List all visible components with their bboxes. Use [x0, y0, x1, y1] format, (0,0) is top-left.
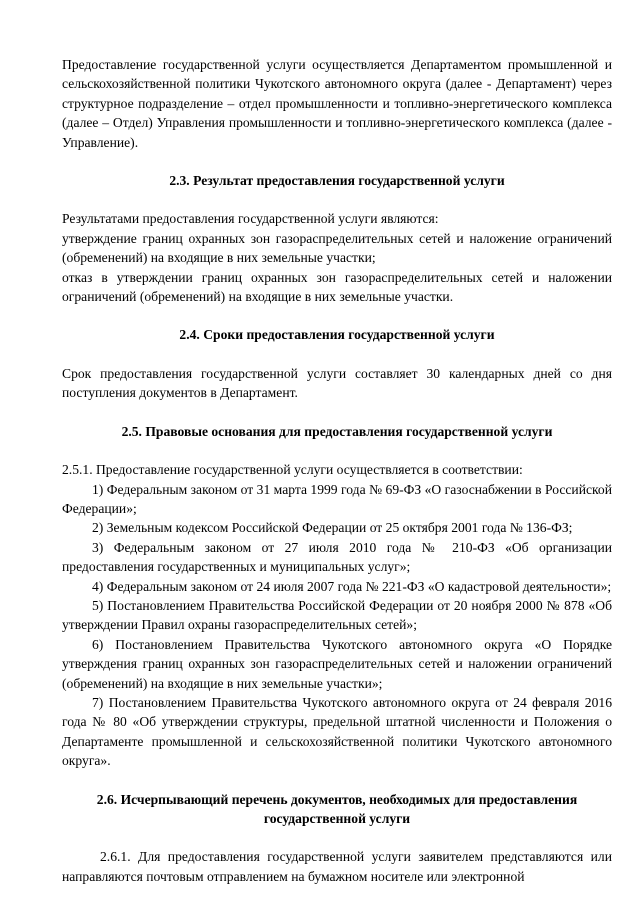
intro-paragraph: Предоставление государственной услуги осуществляется Департаментом промышленной и сельскохозяйственной политики Чукотского автономного округа (далее - Департамент) через структурное подразделение – отдел промышленности и топливно-энергетического комплекса (далее – Отдел) Управления промышленности и топливно-энергетического комплекса (далее - Управление).	[62, 57, 612, 150]
section-heading-2-6	[62, 790, 612, 829]
s23-paragraph-2: утверждение границ охранных зон газораспределительных сетей и наложение ограничений (обременений) на входящие в них земельные участки;	[62, 230, 612, 266]
section-heading-2-4: 2.4. Сроки предоставления государственной услуги	[179, 327, 495, 343]
section-heading-2-6-line-2: государственной услуги	[263, 811, 411, 826]
s25-list-item-1: 1) Федеральным законом от 31 марта 1999 года № 69-ФЗ «О газоснабжении в Российской Федерации»;	[62, 481, 612, 516]
s23-paragraph-1: Результатами предоставления государственной услуги являются:	[62, 211, 439, 227]
s24-paragraph-1: Срок предоставления государственной услуги составляет 30 календарных дней со дня поступления документов в Департамент.	[62, 365, 612, 401]
section-heading-2-3: 2.3. Результат предоставления государственной услуги	[169, 173, 505, 189]
document-body	[62, 55, 612, 886]
section-heading-2-5: 2.5. Правовые основания для предоставления государственной услуги	[121, 423, 553, 439]
s26-paragraph-1: 2.6.1. Для предоставления государственной услуги заявителем представляются или направляются почтовым отправлением на бумажном носителе или электронной	[62, 849, 612, 884]
s25-list-item-2: 2) Земельным кодексом Российской Федерации от 25 октября 2001 года № 136-ФЗ;	[92, 520, 573, 536]
s25-list-item-5: 5) Постановлением Правительства Российской Федерации от 20 ноября 2000 № 878 «Об утверждении Правил охраны газораспределительных сетей»;	[62, 597, 612, 633]
s25-list-item-4: 4) Федеральным законом от 24 июля 2007 года № 221-ФЗ «О кадастровой деятельности»;	[92, 578, 612, 594]
s23-paragraph-3: отказ в утверждении границ охранных зон газораспределительных сетей и наложении ограничений (обременений) на входящие в них земельные участки.	[62, 269, 612, 305]
s25-list-item-3: 3) Федеральным законом от 27 июля 2010 года № 210-ФЗ «Об организации предоставления государственных и муниципальных услуг»;	[62, 539, 612, 575]
s25-paragraph-intro: 2.5.1. Предоставление государственной услуги осуществляется в соответствии:	[62, 462, 523, 478]
s25-list-item-6: 6) Постановлением Правительства Чукотского автономного округа «О Порядке утверждения границ охранных зон газораспределительных сетей и наложении ограничений (обременений) на входящие в них земельные участки»;	[62, 636, 612, 691]
s25-list-item-7: 7) Постановлением Правительства Чукотского автономного округа от 24 февраля 2016 года № 80 «Об утверждении структуры, предельной штатной численности и Положения о Департаменте промышленной и сельскохозяйственной политики Чукотского автономного округа».	[62, 694, 612, 769]
section-heading-2-6-line-1: 2.6. Исчерпывающий перечень документов, необходимых для предоставления	[96, 791, 578, 807]
